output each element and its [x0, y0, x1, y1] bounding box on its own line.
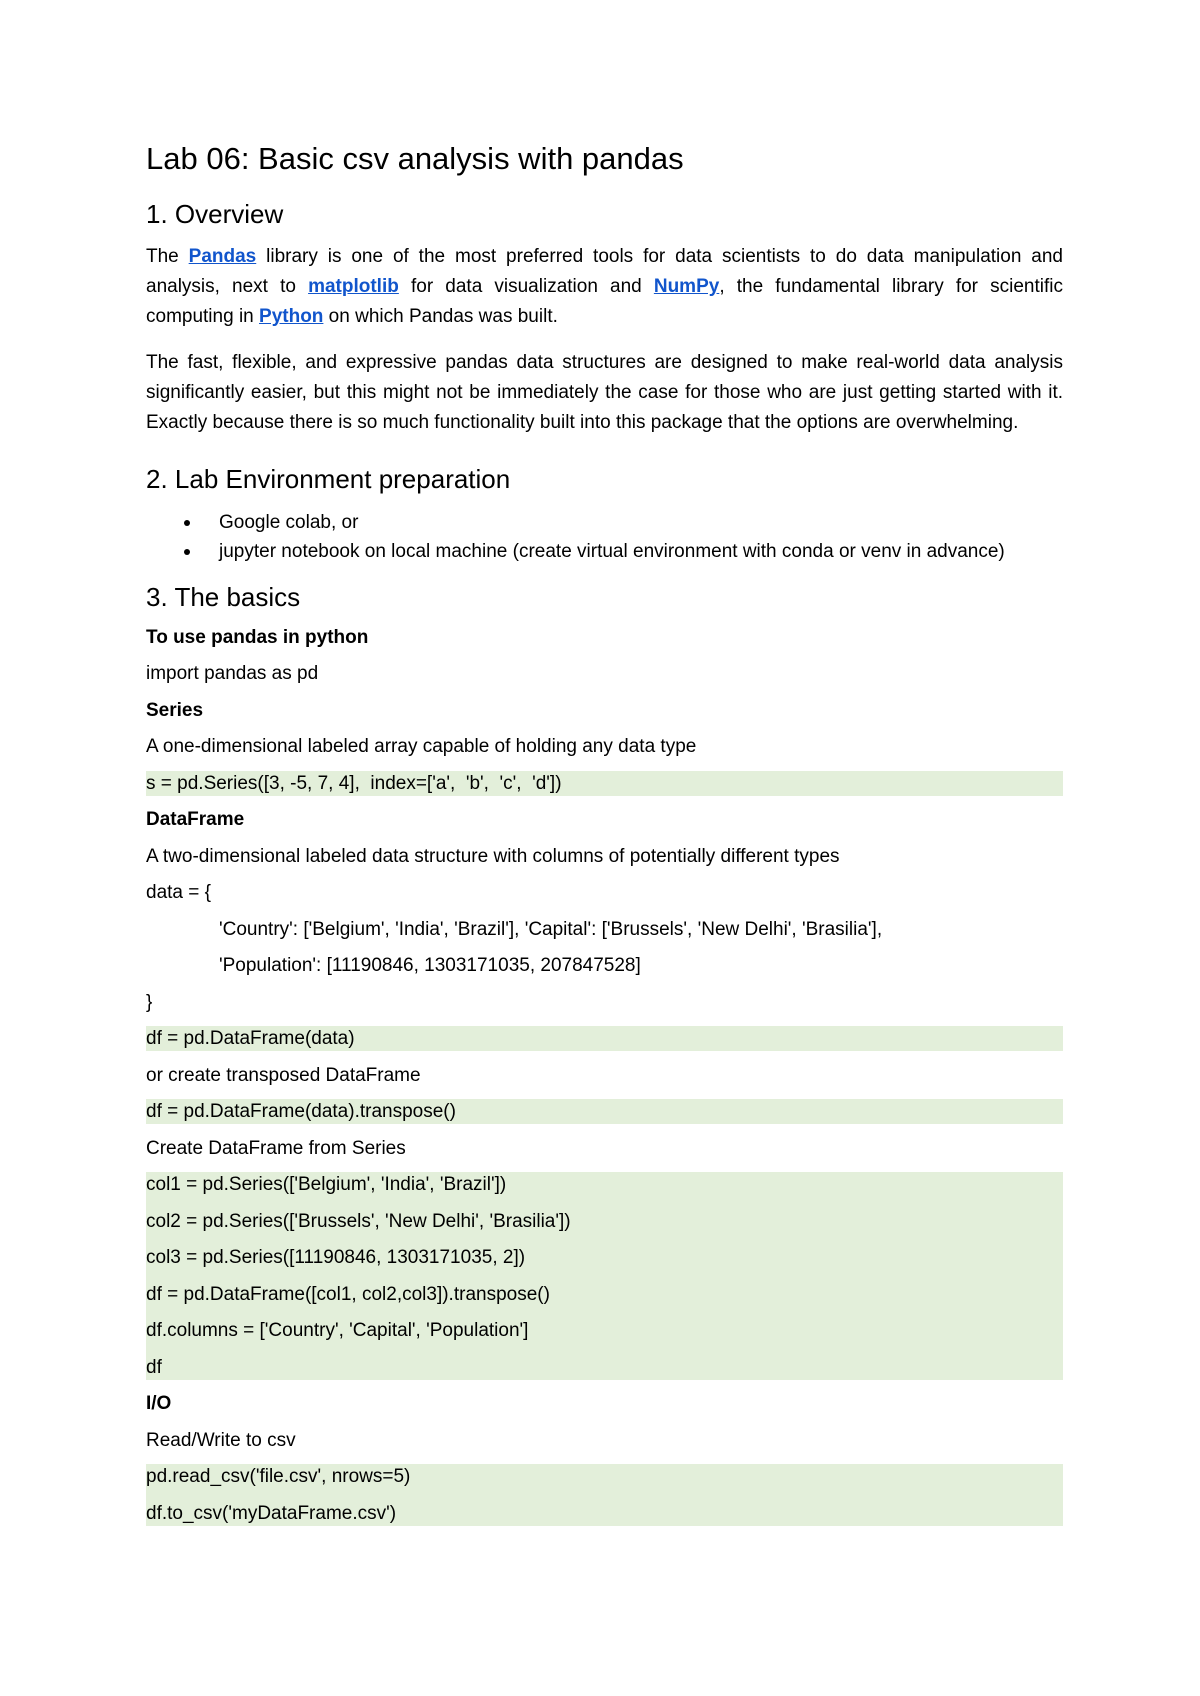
python-link[interactable]: Python — [259, 306, 324, 328]
data-open-line: data = { — [146, 882, 211, 904]
code-line: col1 = pd.Series(['Belgium', 'India', 'Brazil']) — [146, 1174, 507, 1196]
series-description: A one-dimensional labeled array capable of holding any data type — [146, 736, 697, 758]
env-heading: 2. Lab Environment preparation — [146, 464, 511, 495]
document-page — [146, 140, 1063, 1537]
code-line: df = pd.DataFrame([col1, col2,col3]).transpose() — [146, 1283, 550, 1305]
overview-heading: 1. Overview — [146, 199, 284, 230]
transposed-description: or create transposed DataFrame — [146, 1064, 421, 1086]
use-pandas-label: To use pandas in python — [146, 626, 369, 648]
code-line: df.to_csv('myDataFrame.csv') — [146, 1502, 397, 1524]
code-line: df — [146, 1356, 162, 1378]
code-line: col2 = pd.Series(['Brussels', 'New Delhi', 'Brasilia']) — [146, 1210, 571, 1232]
overview-paragraph-2: The fast, flexible, and expressive pandas data structures are designed to make real-world data analysis significantly easier, but this might not be immediately the case for those who are just getting started with it. Exactly because there is so much functionality built into this package that the options are overwhelming. — [146, 352, 1063, 434]
import-line: import pandas as pd — [146, 663, 319, 685]
overview-paragraph-1: The Pandas library is one of the most preferred tools for data scientists to do data manipulation and analysis, next to matplotlib for data visualization and NumPy, the fundamental library for scientific computing in Python on which Pandas was built. — [146, 246, 1063, 328]
code-line: df = pd.DataFrame(data) — [146, 1028, 355, 1050]
code-line: s = pd.Series([3, -5, 7, 4], index=['a', 'b', 'c', 'd']) — [146, 772, 562, 794]
list-item: Google colab, or — [146, 508, 1063, 537]
from-series-description: Create DataFrame from Series — [146, 1137, 406, 1159]
series-label: Series — [146, 699, 204, 721]
env-list — [146, 508, 1063, 566]
bullet-icon — [184, 520, 190, 526]
io-description: Read/Write to csv — [146, 1429, 296, 1451]
page-title: Lab 06: Basic csv analysis with pandas — [146, 141, 684, 176]
io-label: I/O — [146, 1393, 172, 1415]
code-line: pd.read_csv('file.csv', nrows=5) — [146, 1466, 411, 1488]
data-close-line: } — [146, 991, 153, 1013]
data-line-1: 'Country': ['Belgium', 'India', 'Brazil'], 'Capital': ['Brussels', 'New Delhi', 'Brasilia'], — [219, 918, 883, 940]
basics-heading: 3. The basics — [146, 581, 301, 612]
transposed-code-block — [146, 1099, 1063, 1124]
io-code-block — [146, 1464, 1063, 1526]
numpy-link[interactable]: NumPy — [653, 276, 720, 298]
code-line: col3 = pd.Series([11190846, 1303171035, 2]) — [146, 1247, 526, 1269]
from-series-code-block — [146, 1172, 1063, 1380]
series-code-block — [146, 771, 1063, 796]
matplotlib-link[interactable]: matplotlib — [308, 276, 399, 298]
data-line-2: 'Population': [11190846, 1303171035, 207847528] — [219, 955, 641, 977]
pandas-link[interactable]: Pandas — [188, 246, 257, 268]
dataframe-description: A two-dimensional labeled data structure with columns of potentially different types — [146, 845, 840, 867]
dataframe-code-block — [146, 1026, 1063, 1051]
bullet-icon — [184, 549, 190, 555]
code-line: df.columns = ['Country', 'Capital', 'Population'] — [146, 1320, 529, 1342]
code-line: df = pd.DataFrame(data).transpose() — [146, 1101, 456, 1123]
dataframe-label: DataFrame — [146, 809, 245, 831]
list-item: jupyter notebook on local machine (create virtual environment with conda or venv in advance) — [146, 537, 1063, 566]
